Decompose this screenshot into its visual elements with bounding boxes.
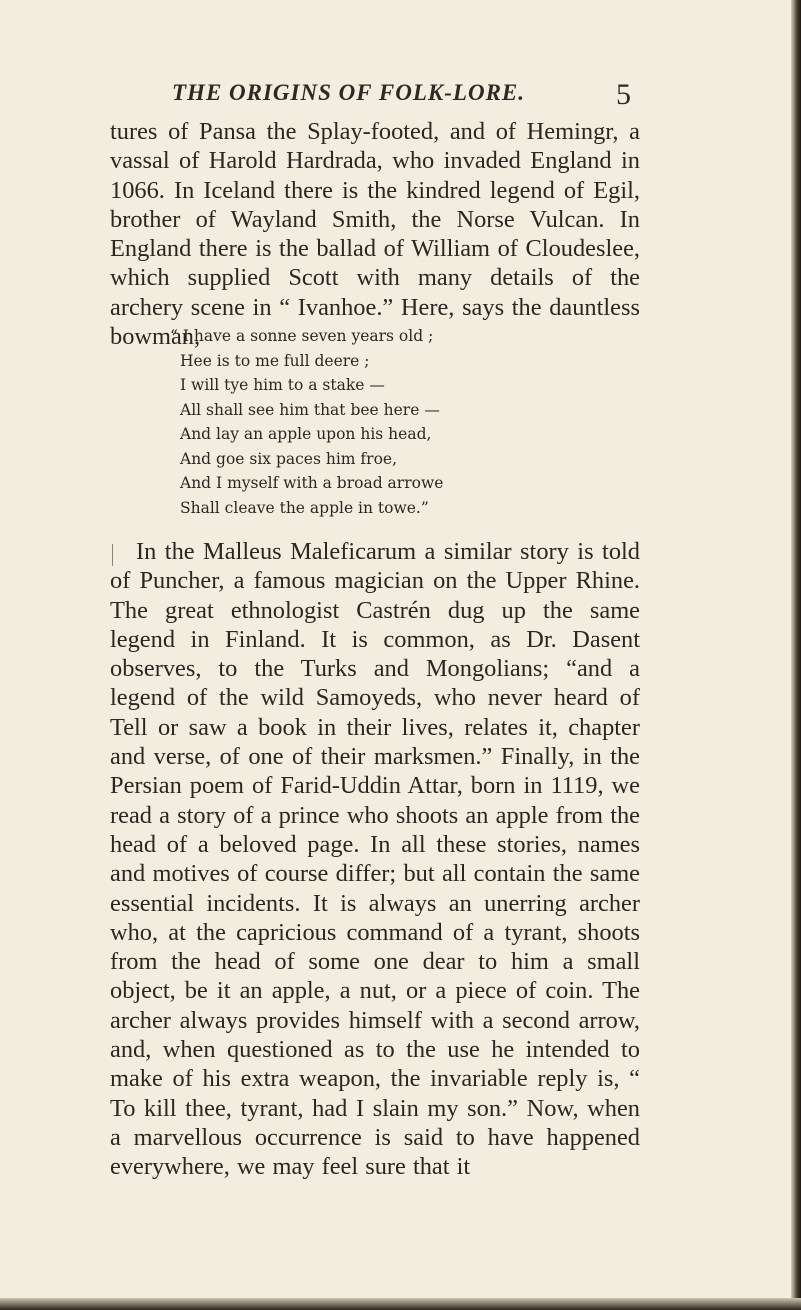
verse-line: And goe six paces him froe, xyxy=(180,449,397,468)
verse-line: Hee is to me full deere ; xyxy=(180,351,370,370)
paragraph-2: In the Malleus Maleficarum a similar story is told of Puncher, a famous magician on the Upper Rhine. The great ethnologist Castrén dug up the same legend in Finland. It is common, as Dr. Dasent observes, to the Turks and Mongolians; “and a legend of the wild Samoyeds, who never heard of Tell or saw a book in their lives, relates it, chapter and verse, of one of their marksmen.” Finally, in the Persian poem of Farid-Uddin Attar, born in 1119, we read a story of a prince who shoots an apple from the head of a beloved page. In all these stories, names and motives of course differ; but all contain the same essential incidents. It is always an unerring archer who, at the capricious command of a tyrant, shoots from the head of some one dear to him a small object, be it an apple, a nut, or a piece of coin. The archer always provides himself with a second arrow, and, when questioned as to the use he intended to make of his extra weapon, the invariable reply is, “ To kill thee, tyrant, had I slain my son.” Now, when a marvellous occurrence is said to have happened everywhere, we may feel sure that it xyxy=(110,538,640,1181)
running-title: THE ORIGINS OF FOLK-LORE. xyxy=(172,80,526,105)
running-head xyxy=(172,78,631,118)
page-number: 5 xyxy=(616,78,631,111)
paragraph-1: tures of Pansa the Splay-footed, and of Hemingr, a vassal of Harold Hardrada, who invaded England in 1066. In Iceland there is the kindred legend of Egil, brother of Wayland Smith, the Norse Vulcan. In England there is the ballad of William of Cloudeslee, which supplied Scott with many details of the archery scene in “ Ivanhoe.” Here, says the dauntless bowman, xyxy=(110,118,640,351)
page-edge-right xyxy=(791,0,801,1310)
verse-quotation xyxy=(170,324,610,520)
verse-line: And lay an apple upon his head, xyxy=(180,425,432,443)
page-edge-bottom xyxy=(0,1298,801,1310)
verse-line: All shall see him that bee here — xyxy=(180,400,440,419)
verse-line: “ I have a sonne seven years old ; xyxy=(170,327,434,345)
verse-line: I will tye him to a stake — xyxy=(180,376,385,394)
verse-line: Shall cleave the apple in towe.” xyxy=(180,498,429,517)
verse-line: And I myself with a broad arrowe xyxy=(180,474,444,492)
